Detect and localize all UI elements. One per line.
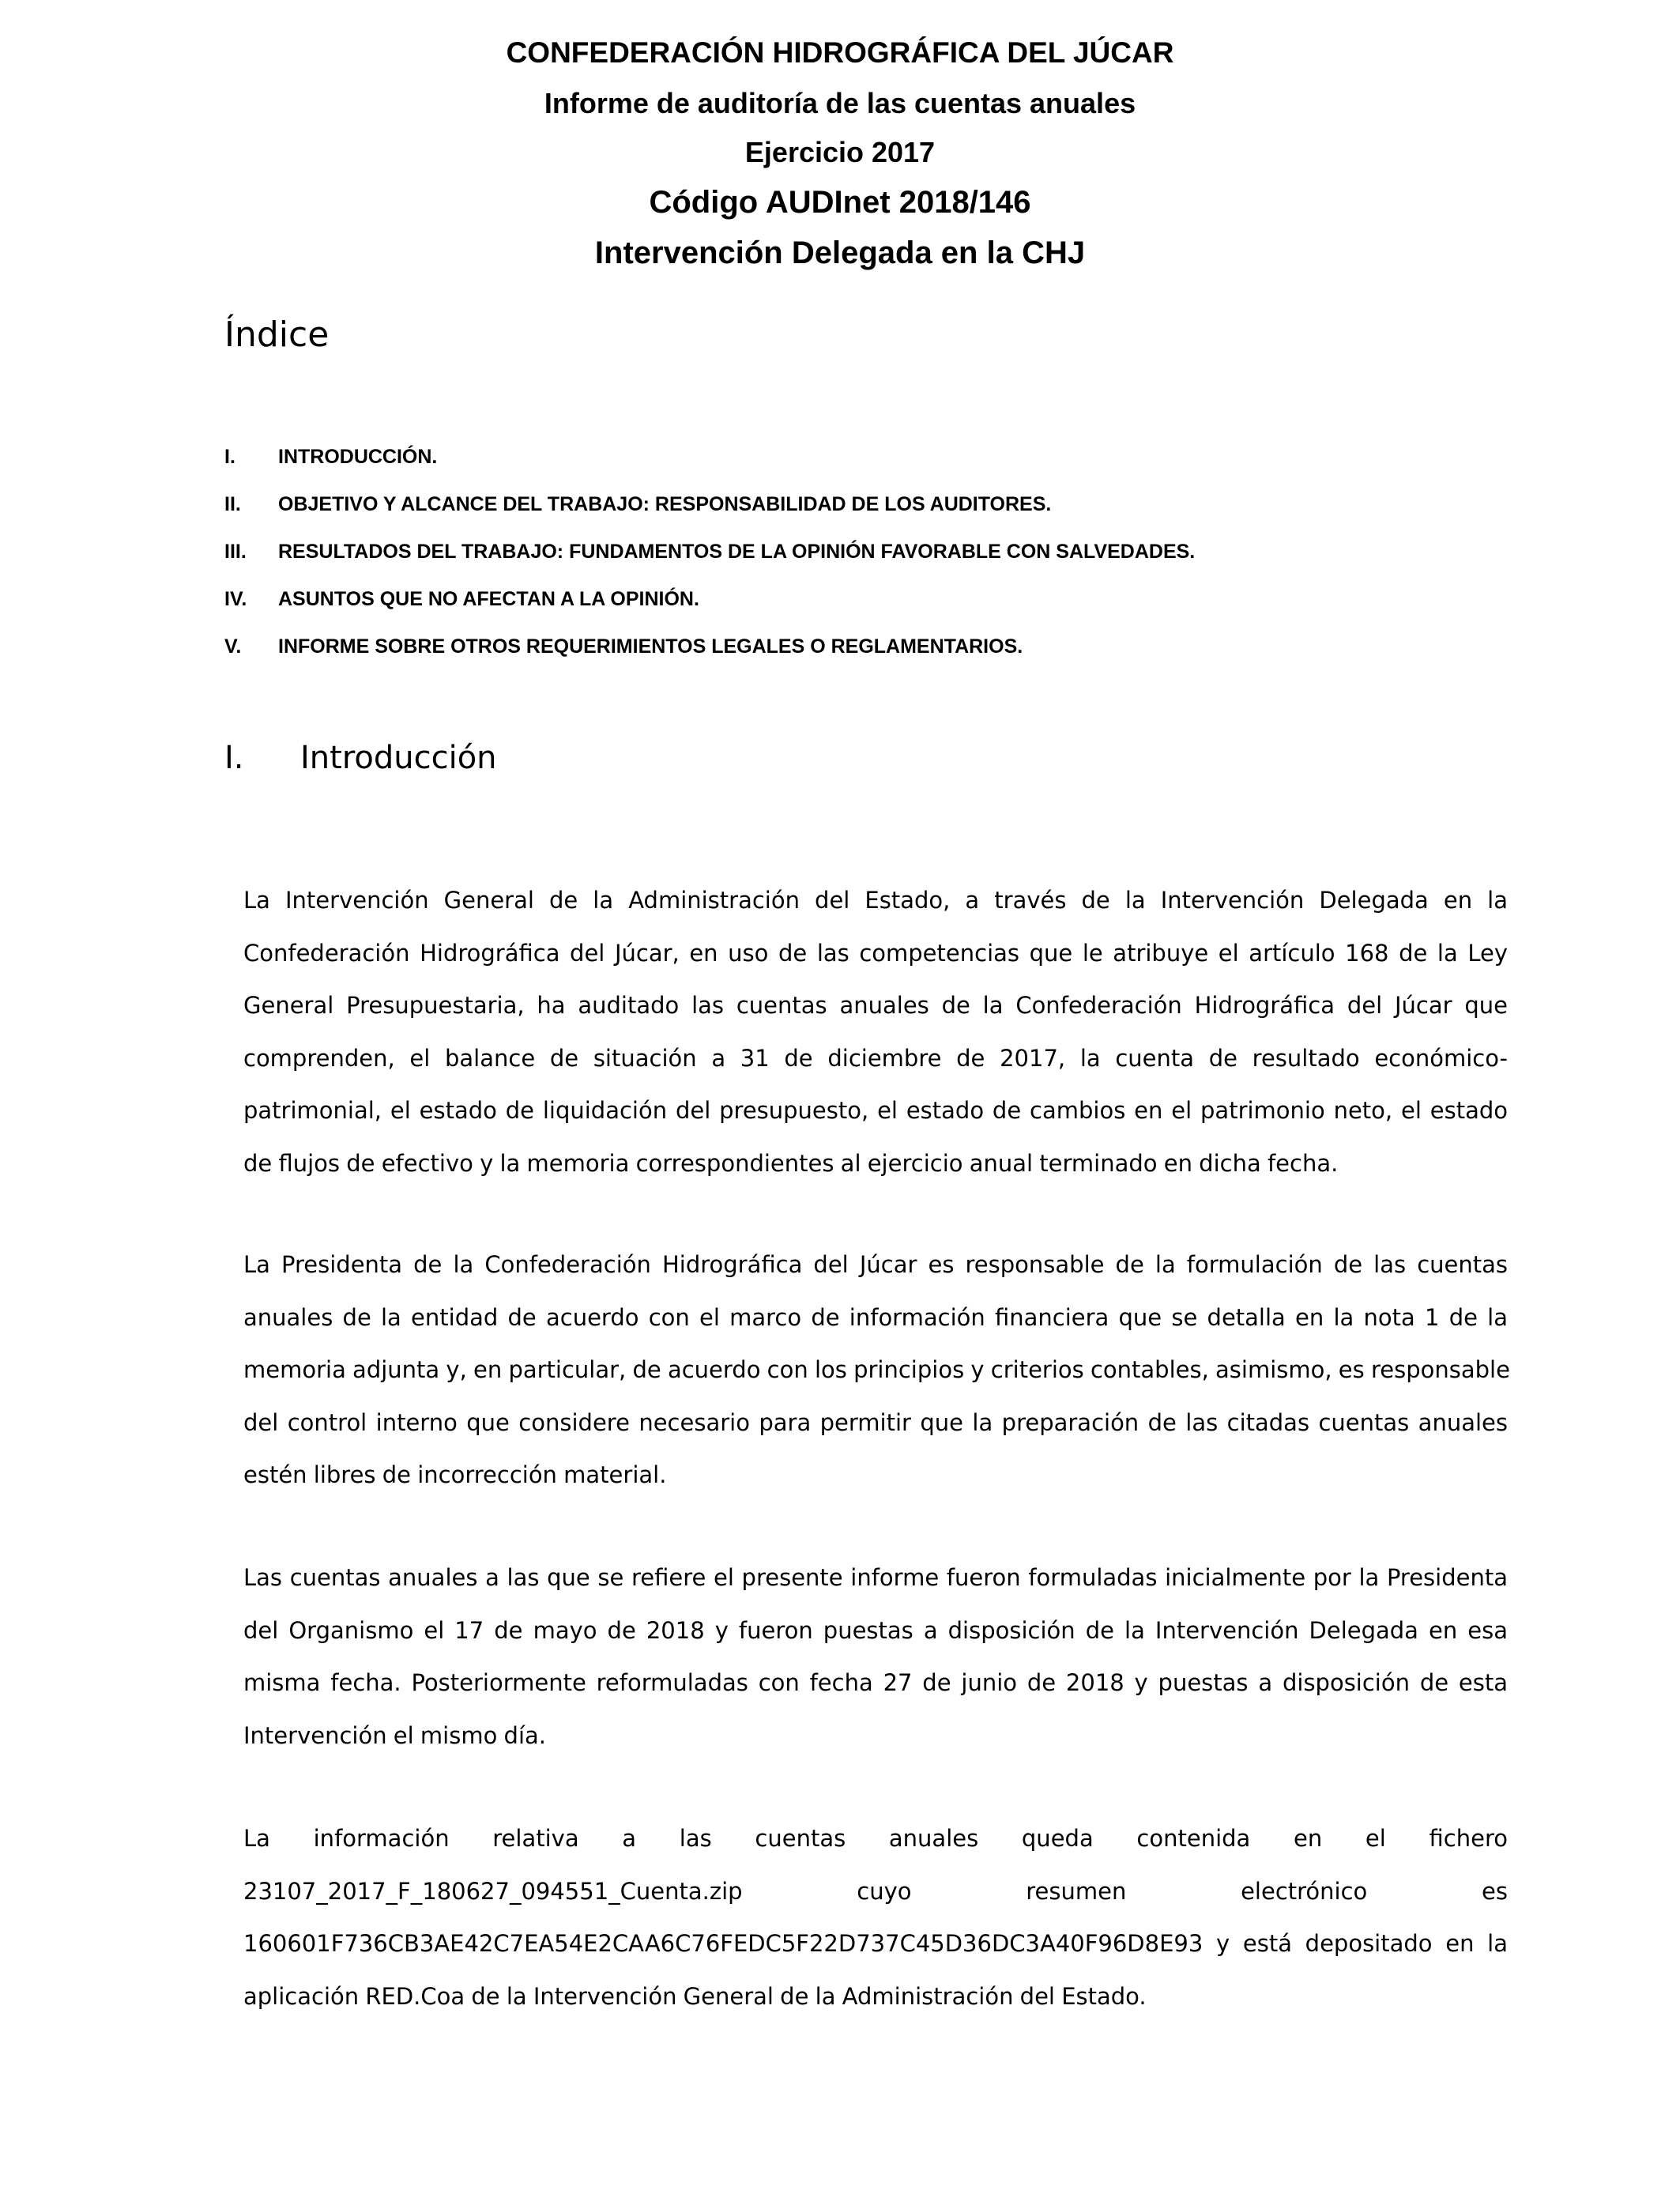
toc-item-label: RESULTADOS DEL TRABAJO: FUNDAMENTOS DE LA OPINIÓN FAVORABLE CON SALVEDADES.: [278, 541, 1196, 563]
paragraph-audit-scope: [243, 874, 1508, 1189]
paragraph-line: anuales de la entidad de acuerdo con el marco de información financiera que se detalla en la nota 1 de la: [243, 1303, 1508, 1331]
paragraph-line: del control interno que considere necesario para permitir que la preparación de las citadas cuentas anuales: [243, 1408, 1508, 1436]
paragraph-responsibility: [243, 1238, 1508, 1502]
audit-code: Código AUDInet 2018/146: [649, 185, 1031, 220]
toc-item-resultados: [224, 541, 1568, 588]
report-title: Informe de auditoría de las cuentas anuales: [544, 87, 1136, 119]
paragraph-line: del Organismo el 17 de mayo de 2018 y fueron puestas a disposición de la Intervención Delegada en esa: [243, 1616, 1508, 1644]
toc-item-objetivo: [224, 493, 1568, 541]
toc-item-number: IV.: [224, 588, 247, 610]
paragraph-line: misma fecha. Posteriormente reformuladas con fecha 27 de junio de 2018 y puestas a disposición de esta: [243, 1669, 1508, 1696]
paragraph-formulation-dates: [243, 1551, 1508, 1762]
paragraph-line: 23107_2017_F_180627_094551_Cuenta.zip cuyo resumen electrónico es: [243, 1877, 1508, 1905]
paragraph-line: aplicación RED.Coa de la Intervención General de la Administración del Estado.: [243, 1982, 1147, 2010]
toc-item-asuntos: [224, 588, 1568, 635]
toc-item-label: ASUNTOS QUE NO AFECTAN A LA OPINIÓN.: [278, 588, 699, 610]
paragraph-line: La información relativa a las cuentas anuales queda contenida en el fichero: [243, 1825, 1508, 1852]
section-title: Introducción: [300, 740, 497, 776]
paragraph-line: comprenden, el balance de situación a 31 de diciembre de 2017, la cuenta de resultado económico-: [243, 1044, 1508, 1072]
toc-item-informe: [224, 635, 1568, 683]
index-title: Índice: [224, 315, 330, 355]
table-of-contents: [224, 446, 1568, 683]
paragraph-line: Confederación Hidrográfica del Júcar, en uso de las competencias que le atribuye el artículo 168 de la Ley: [243, 939, 1508, 967]
paragraph-file-info: [243, 1812, 1508, 2022]
paragraph-line: de flujos de efectivo y la memoria correspondientes al ejercicio anual terminado en dicha fecha.: [243, 1149, 1339, 1177]
paragraph-line: General Presupuestaria, ha auditado las cuentas anuales de la Confederación Hidrográfica del Júcar que: [243, 992, 1508, 1019]
audit-office: Intervención Delegada en la CHJ: [594, 236, 1086, 270]
paragraph-line: Las cuentas anuales a las que se refiere el presente informe fueron formuladas inicialmente por la Presidenta: [243, 1564, 1508, 1591]
toc-item-number: II.: [224, 493, 241, 515]
paragraph-line: estén libres de incorrección material.: [243, 1461, 667, 1488]
toc-item-number: I.: [224, 446, 235, 468]
fiscal-year: Ejercicio 2017: [744, 136, 936, 168]
toc-item-label: INFORME SOBRE OTROS REQUERIMIENTOS LEGALES O REGLAMENTARIOS.: [278, 635, 1023, 658]
organization-title: CONFEDERACIÓN HIDROGRÁFICA DEL JÚCAR: [506, 36, 1174, 69]
toc-item-number: V.: [224, 635, 242, 658]
paragraph-line: Intervención el mismo día.: [243, 1721, 546, 1749]
paragraph-line: patrimonial, el estado de liquidación del presupuesto, el estado de cambios en el patrimonio neto, el estado: [243, 1097, 1508, 1124]
paragraph-line: La Intervención General de la Administración del Estado, a través de la Intervención Delegada en la: [243, 887, 1508, 914]
toc-item-label: OBJETIVO Y ALCANCE DEL TRABAJO: RESPONSABILIDAD DE LOS AUDITORES.: [278, 493, 1052, 515]
paragraph-line: memoria adjunta y, en particular, de acuerdo con los principios y criterios contables, asimismo, es responsable: [243, 1356, 1510, 1383]
toc-item-introduccion: [224, 446, 1568, 493]
paragraph-line: 160601F736CB3AE42C7EA54E2CAA6C76FEDC5F22D737C45D36DC3A40F96D8E93 y está depositado en la: [243, 1930, 1508, 1957]
paragraph-line: La Presidenta de la Confederación Hidrográfica del Júcar es responsable de la formulación de las cuentas: [243, 1251, 1508, 1278]
toc-item-label: INTRODUCCIÓN.: [278, 446, 438, 468]
section-number: I.: [224, 740, 244, 776]
toc-item-number: III.: [224, 541, 247, 563]
